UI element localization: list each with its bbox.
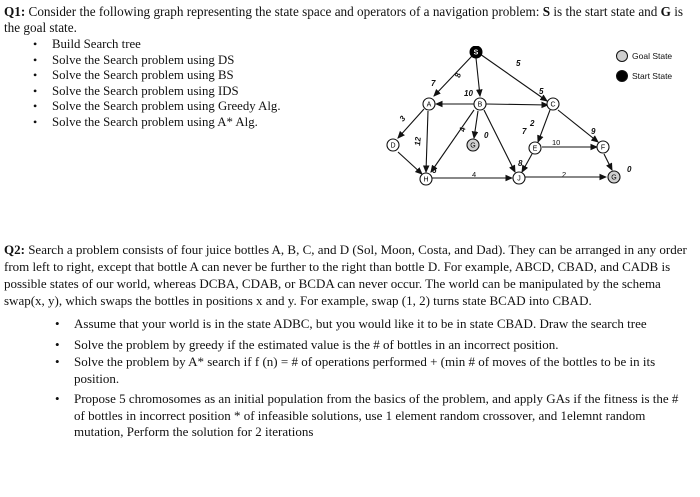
edge-label: 4 <box>472 170 477 179</box>
svg-text:S: S <box>473 49 479 57</box>
goal-state-icon <box>616 50 628 62</box>
list-item: • Build Search tree <box>52 37 696 53</box>
edge-label: 2 <box>530 119 535 128</box>
svg-text:C: C <box>550 101 556 109</box>
edge-f-g <box>604 154 612 170</box>
node-d <box>387 139 399 151</box>
graph-edges <box>398 54 612 178</box>
edge-label: 0 <box>484 131 489 140</box>
svg-text:F: F <box>600 144 606 152</box>
node-g-goal <box>467 139 479 151</box>
list-item: • Solve the problem by A* search if f (n) = # of operations performed + (min # of moves of the bottles to be in its position. <box>74 354 688 387</box>
list-item: • Propose 5 chromosomes as an initial population from the basics of the problem, and apply GAs if the fitness is the # of bottles in incorrect position * of infeasible solutions, use 1 element random crossover, and 1elemnt random mutation, Perform the solution for 2 iterations <box>74 391 688 441</box>
edge-label: 9 <box>591 127 596 136</box>
edge-c-f <box>558 110 598 142</box>
node-j <box>513 172 525 184</box>
edge-label: 8 <box>518 159 523 168</box>
list-item: • Assume that your world is in the state ADBC, but you would like it to be in state CBAD. Draw the search tree <box>74 316 688 333</box>
edge-b-g <box>474 111 478 138</box>
q2-label: Q2: <box>4 242 25 257</box>
edge-label: 8 <box>453 72 463 79</box>
edge-label: 5 <box>516 59 521 68</box>
node-b <box>474 98 486 110</box>
svg-text:A: A <box>426 101 432 109</box>
edge-b-h <box>431 110 474 172</box>
list-item: • Solve the Search problem using IDS <box>52 84 696 100</box>
svg-text:B: B <box>477 101 483 109</box>
list-item: • Solve the Search problem using Greedy Alg. <box>52 99 696 115</box>
node-s <box>470 46 482 58</box>
graph-nodes <box>387 46 620 185</box>
edge-label: 3 <box>397 114 408 124</box>
edge-c-e <box>538 110 550 142</box>
legend-item-goal: Goal State <box>616 46 672 66</box>
svg-text:E: E <box>532 145 538 153</box>
edge-label: 0 <box>627 165 632 174</box>
node-g-goal-2 <box>608 171 620 183</box>
svg-text:G: G <box>470 142 476 150</box>
edge-label: 10 <box>464 89 473 98</box>
graph-legend <box>616 46 672 86</box>
node-f <box>597 141 609 153</box>
node-h <box>420 173 432 185</box>
legend-item-start: Start State <box>616 66 672 86</box>
list-item: • Solve the Search problem using DS <box>52 53 696 69</box>
q2-intro: Q2: Search a problem consists of four juice bottles A, B, C, and D (Sol, Moon, Costa, and Dad). They can be arranged in any order from left to right, except that bottle A can never be further to the right than bottle D. For example, ABCD, CBAD, and CADB is possible states of our world, whereas DCBA, CDAB, or BCDA can never occur. The world can be manipulated by the schema swap(x, y), which swaps the bottles in positions x and y. For example, swap (1, 2) turns state BCAD into CBAD. <box>4 242 687 308</box>
svg-text:H: H <box>423 176 429 184</box>
q1-label: Q1: <box>4 4 26 19</box>
node-e <box>529 142 541 154</box>
edge-labels <box>398 59 632 179</box>
edge-s-b <box>476 58 480 96</box>
edge-label: 6 <box>432 166 437 175</box>
node-a <box>423 98 435 110</box>
edge-label: 4 <box>458 126 468 133</box>
list-item: • Solve the problem by greedy if the estimated value is the # of bottles in an incorrect position. <box>74 337 688 354</box>
svg-text:G: G <box>611 174 617 182</box>
edge-a-h <box>426 111 428 172</box>
edge-e-j <box>522 154 532 172</box>
node-c <box>547 98 559 110</box>
edge-s-c <box>480 54 547 101</box>
start-state-icon <box>616 70 628 82</box>
edge-b-c <box>486 104 548 105</box>
edge-label: 2 <box>562 170 567 179</box>
list-item: • Solve the Search problem using BS <box>52 68 696 84</box>
edge-b-j <box>484 110 515 172</box>
edge-label: 7 <box>522 127 527 136</box>
svg-text:J: J <box>517 175 521 183</box>
edge-label: 7 <box>431 79 436 88</box>
q2-task-list <box>4 316 688 441</box>
q1-intro: Q1: Consider the following graph representing the state space and operators of a navigation problem: S is the start state and G is the goal state. <box>4 4 684 35</box>
edge-label: 10 <box>552 138 561 147</box>
question-2 <box>4 241 688 442</box>
edge-d-h <box>398 152 422 174</box>
edge-label: 12 <box>413 136 423 147</box>
list-item: • Solve the Search problem using A* Alg. <box>52 115 696 131</box>
edge-a-d <box>398 109 424 138</box>
edge-label: 5 <box>539 87 544 96</box>
svg-text:D: D <box>390 142 396 150</box>
